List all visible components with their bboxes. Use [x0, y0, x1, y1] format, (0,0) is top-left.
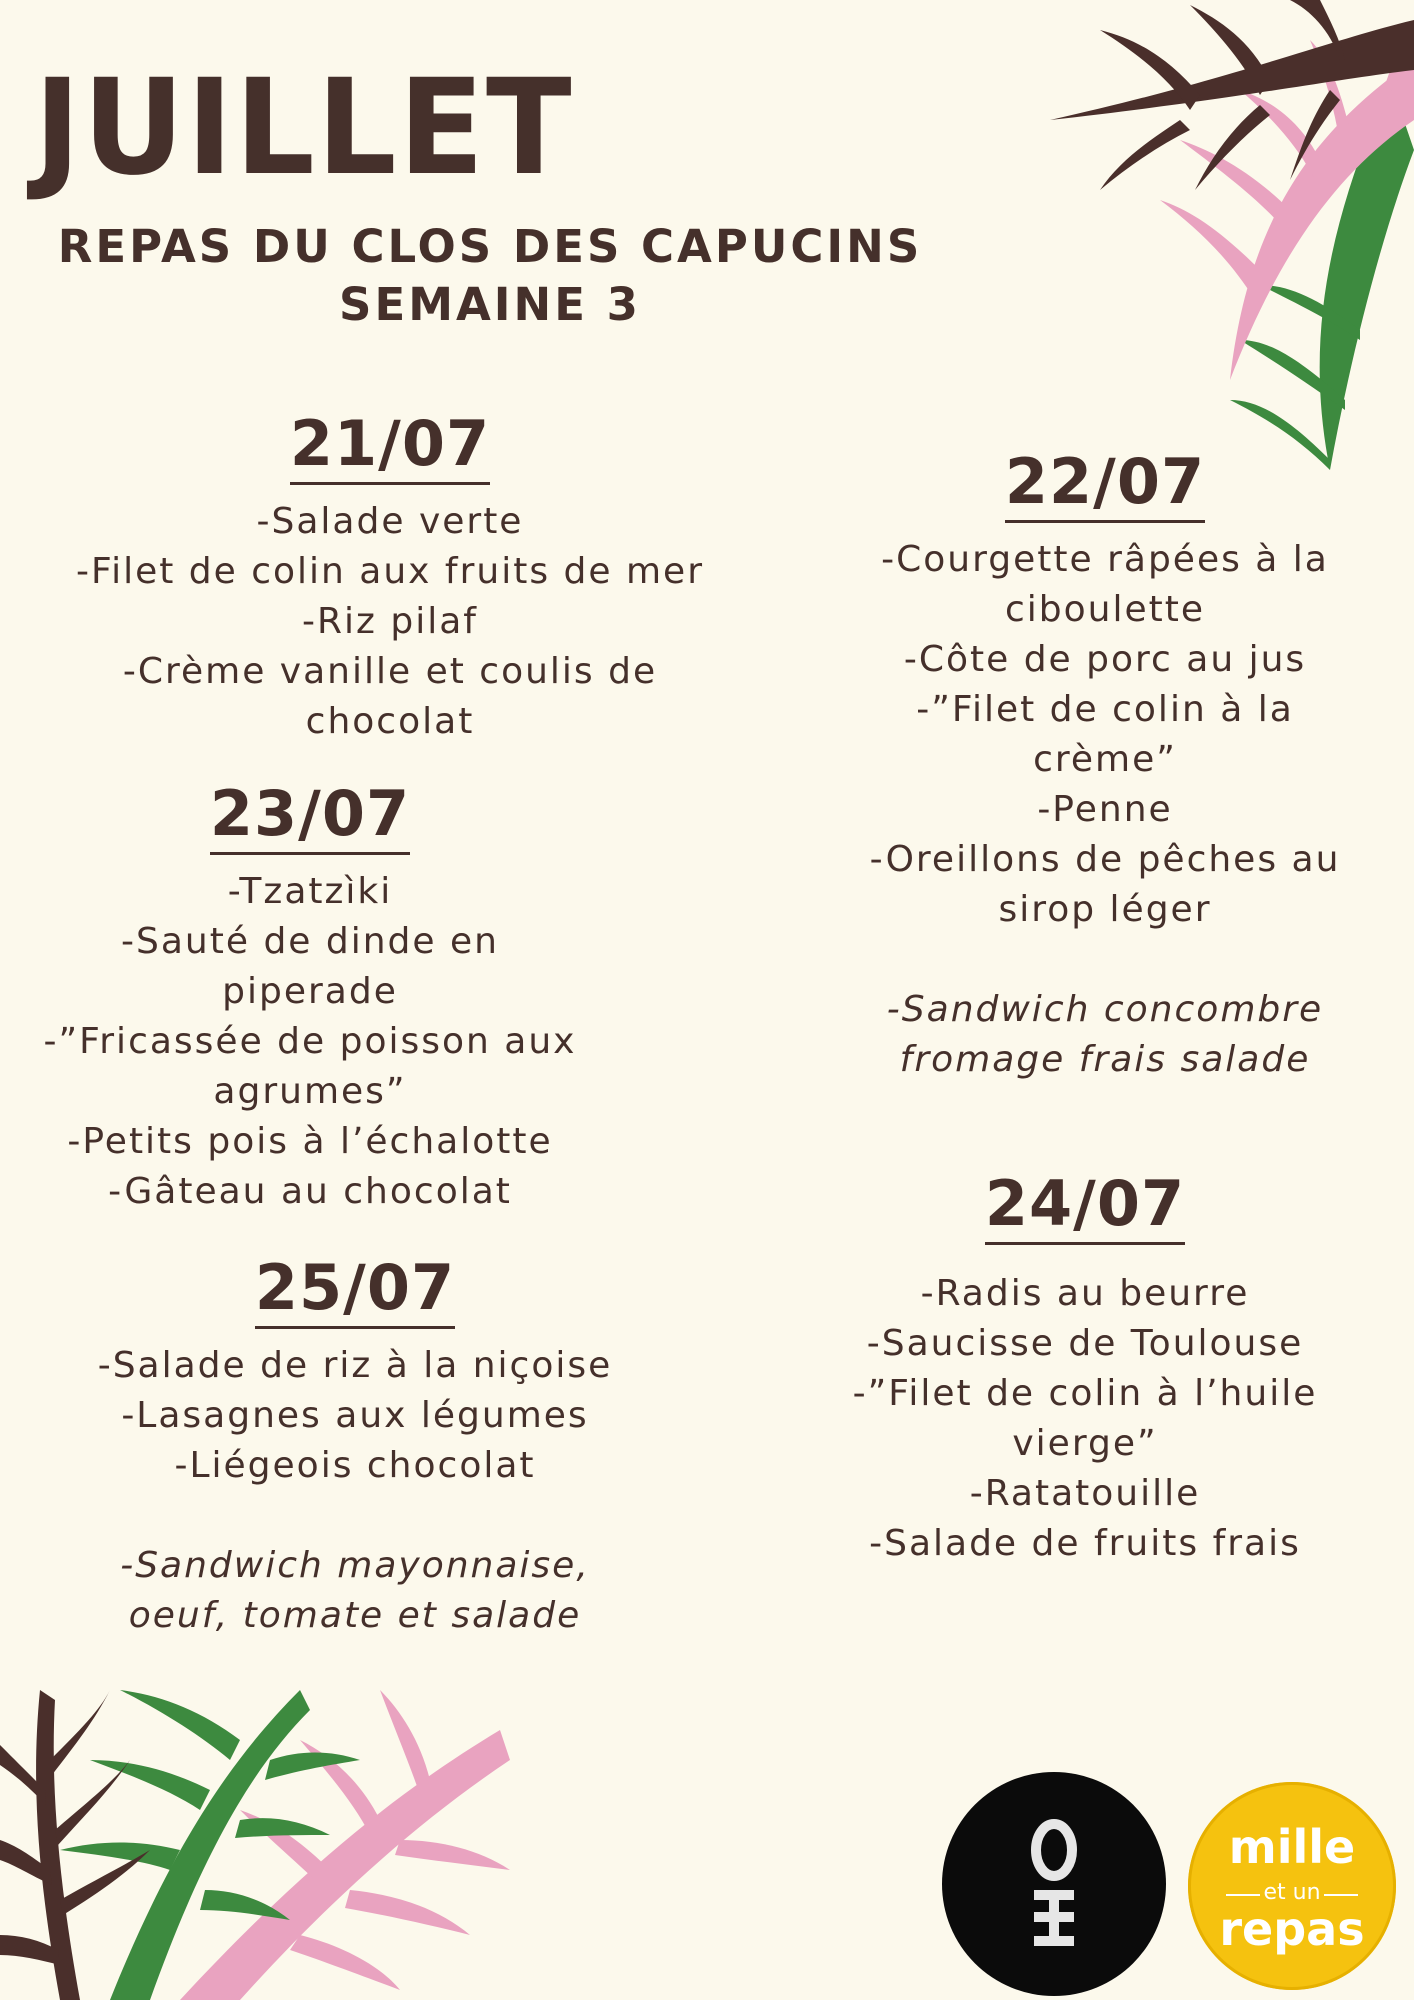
day-date: 24/07 — [985, 1170, 1185, 1245]
subtitle-line-restaurant: REPAS DU CLOS DES CAPUCINS — [57, 220, 923, 273]
menu-line: sirop léger — [998, 889, 1212, 930]
menu-line: -Côte de porc au jus — [903, 639, 1307, 680]
menu-items — [10, 867, 610, 1217]
menu-line: -Salade de riz à la niçoise — [97, 1345, 613, 1386]
menu-line: -Ratatouille — [969, 1473, 1201, 1514]
menu-items — [20, 497, 760, 747]
leaves-bottom-left-decoration — [0, 1670, 520, 2000]
day-menu-2507 — [40, 1251, 670, 1641]
logo-rule-right — [1324, 1894, 1358, 1896]
menu-line: -Lasagnes aux légumes — [121, 1395, 589, 1436]
logo-text-mille: mille — [1228, 1820, 1356, 1874]
menu-line: piperade — [222, 971, 398, 1012]
menu-line: -”Filet de colin à la — [916, 689, 1294, 730]
menu-line: -Gâteau au chocolat — [108, 1171, 512, 1212]
menu-line: -Saucisse de Toulouse — [866, 1323, 1304, 1364]
logo-text-repas: repas — [1219, 1902, 1365, 1956]
mille-et-un-repas-logo — [1188, 1782, 1396, 1990]
sandwich-line: -Sandwich concombre — [886, 989, 1324, 1030]
menu-line: -Oreillons de pêches au — [869, 839, 1341, 880]
menu-line: crème” — [1033, 739, 1177, 780]
sandwich-line: -Sandwich mayonnaise, — [120, 1545, 590, 1586]
menu-line: vierge” — [1012, 1423, 1158, 1464]
menu-line: -”Fricassée de poisson aux — [43, 1021, 577, 1062]
subtitle — [0, 218, 980, 334]
menu-line: -Salade verte — [256, 501, 524, 542]
menu-line: -Filet de colin aux fruits de mer — [75, 551, 704, 592]
menu-items — [40, 1341, 670, 1641]
day-menu-2307 — [10, 777, 610, 1217]
day-menu-2107 — [20, 407, 760, 747]
day-date: 25/07 — [255, 1254, 455, 1329]
day-date: 22/07 — [1005, 448, 1205, 523]
menu-line: -Petits pois à l’échalotte — [67, 1121, 553, 1162]
menu-line: -Courgette râpées à la — [881, 539, 1329, 580]
menu-line: -Sauté de dinde en — [121, 921, 499, 962]
menu-line: chocolat — [305, 701, 475, 742]
day-menu-2207 — [820, 445, 1390, 1085]
menu-line: -Penne — [1037, 789, 1173, 830]
menu-line: ciboulette — [1004, 589, 1206, 630]
menu-line: -Salade de fruits frais — [869, 1523, 1301, 1564]
leaves-top-right-decoration — [1000, 0, 1414, 500]
menu-line: -Riz pilaf — [302, 601, 478, 642]
menu-line: -Radis au beurre — [920, 1273, 1250, 1314]
sandwich-line: fromage frais salade — [899, 1039, 1311, 1080]
menu-line: -Crème vanille et coulis de — [122, 651, 658, 692]
menu-line: -Tzatzìki — [227, 871, 393, 912]
logo-text-et-un: et un — [1263, 1880, 1321, 1905]
logo-mark-icon — [942, 1772, 1166, 1996]
menu-line: agrumes” — [213, 1071, 407, 1112]
page-title: JUILLET — [34, 51, 574, 205]
day-date: 23/07 — [210, 780, 410, 855]
subtitle-line-week: SEMAINE 3 — [339, 278, 641, 331]
menu-line: -Liégeois chocolat — [174, 1445, 536, 1486]
day-menu-2407 — [810, 1167, 1360, 1569]
menu-items — [820, 535, 1390, 1085]
day-date: 21/07 — [290, 410, 490, 485]
menu-line: -”Filet de colin à l’huile — [852, 1373, 1318, 1414]
menu-items — [810, 1269, 1360, 1569]
sandwich-line: oeuf, tomate et salade — [128, 1595, 582, 1636]
black-circle-logo — [942, 1772, 1166, 1996]
